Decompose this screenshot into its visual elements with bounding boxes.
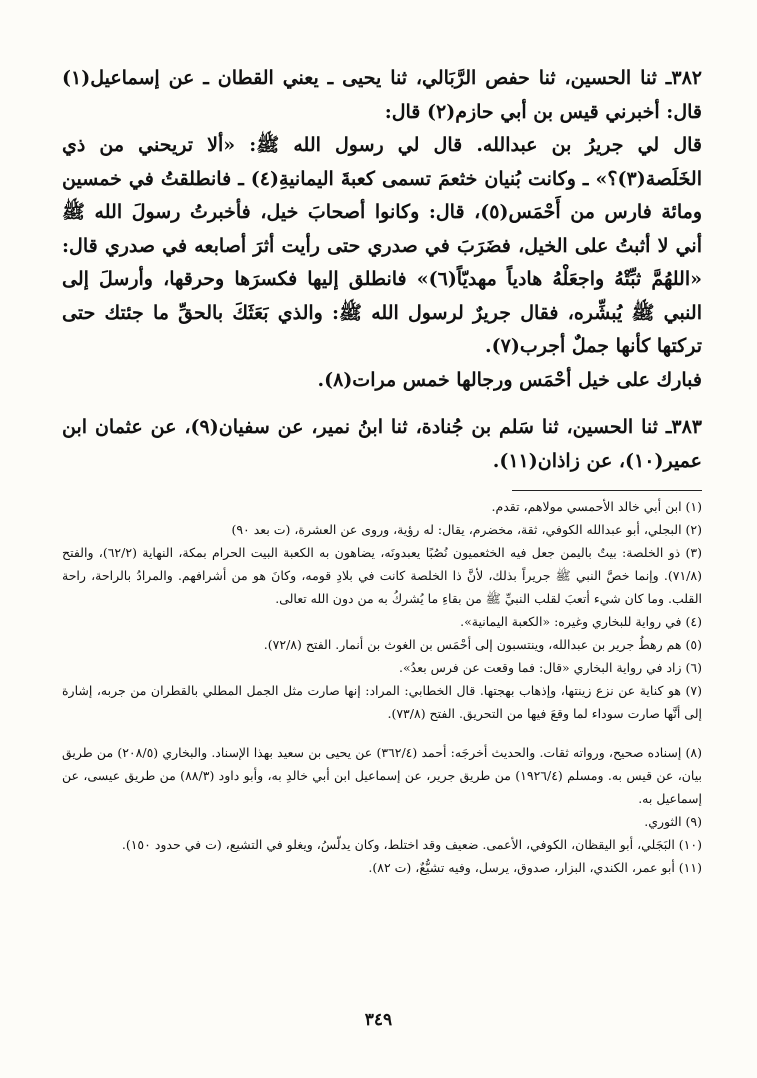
footnotes — [62, 495, 702, 879]
hadith-382-isnad: ٣٨٢ـ ثنا الحسين، ثنا حفص الرَّبَالي، ثنا يحيى ـ يعني القطان ـ عن إسماعيل(١) قال: أخبرني قيس بن أبي حازم(٢) قال: — [62, 67, 702, 123]
book-page — [62, 60, 702, 1050]
footnote-7: (٧) هو كناية عن نزع زينتها، وإذهاب بهجتها. قال الخطابي: المراد: إنها صارت مثل الجمل المطلي بالقطران من جربه، إشارة إلى أنَّها صارت سوداء لما وقعَ فيها من التحريق. الفتح (٧٣/٨). — [62, 683, 702, 721]
footnote-2: (٢) البجلي، أبو عبدالله الكوفي، ثقة، مخضرم، يقال: له رؤية، وروى عن العشرة، (ت بعد ٩٠) — [231, 522, 702, 537]
footnote-1: (١) ابن أبي خالد الأحمسي مولاهم، تقدم. — [491, 499, 702, 514]
footnote-5: (٥) هم رهطُ جرير بن عبدالله، وينتسبون إلى أحْمَس بن الغوث بن أنمار. الفتح (٧٢/٨). — [263, 637, 702, 652]
main-text — [62, 62, 702, 478]
footnote-9: (٩) الثوري. — [644, 814, 702, 829]
footnote-separator — [512, 490, 702, 491]
footnote-6: (٦) زاد في رواية البخاري «قال: فما وقعت عن فرس بعدُ». — [398, 660, 702, 675]
footnote-10: (١٠) البَجَلي، أبو اليقظان، الكوفي، الأعمى. ضعيف وقد اختلط، وكان يدلّسُ، ويغلو في التشيع، (ت في حدود ١٥٠). — [121, 837, 702, 852]
footnote-8: (٨) إسناده صحيح، ورواته ثقات. والحديث أخرجَه: أحمد (٣٦٢/٤) عن يحيى بن سعيد بهذا الإسناد. والبخاري (٢٠٨/٥) من طريق بيان، عن قيس به. ومسلم (١٩٢٦/٤) من طريق جرير، عن إسماعيل ابن أبي خالدِ به، وأبو داود (٨٨/٣) من طريق عيسى، عن إسماعيل به. — [62, 745, 702, 806]
footnote-3: (٣) ذو الخلصة: بيتٌ باليمن جعل فيه الخثعميون نُصُبًا يعبدونَه، يضاهون به الكعبة البيت الحرام بمكة، النهاية (٦٢/٢)، والفتح (٧١/٨). وإنما خصَّ النبي ﷺ جريراً بذلك، لأنَّ ذا الخلصة كانت في بلادِ قومه، وكانَ هو من أشرافهم. والمرادُ بالراحة، راحة القلب. وما كان شيء أتعبَ لقلب النبيِّ ﷺ من بقاءِ ما يُشركُ به من دون الله تعالى. — [62, 545, 702, 606]
footnote-4: (٤) في رواية للبخاري وغيره: «الكعبة اليمانية». — [460, 614, 702, 629]
page-number: ٣٤٩ — [364, 1010, 393, 1030]
hadith-382-matn: قال لي جريرُ بن عبدالله. قال لي رسول الله ﷺ: «ألا تريحني من ذي الخَلَصة(٣)؟» ـ وكانت بُنيان خثعمَ تسمى كعبةَ اليمانيةِ(٤) ـ فانطلقتُ في خمسين ومائة فارس من أَحْمَس(٥)، قال: وكانوا أصحابَ خيل، فأخبرتُ رسولَ الله ﷺ أني لا أثبتُ على الخيل، فضَرَبَ في صدري حتى رأيت أثرَ أصابعه في صدري قال: «اللهُمَّ ثبِّتْهُ واجعَلْهُ هادياً مهديّاً(٦)» فانطلق إليها فكسرَها وحرقها، وأرسلَ إلى النبي ﷺ يُبشِّره، فقال جريرٌ لرسول الله ﷺ: والذي بَعَثَكَ بالحقِّ ما جئتك حتى تركتها كأنها جملٌ أجرب(٧). — [62, 134, 702, 357]
hadith-383-isnad: ٣٨٣ـ ثنا الحسين، ثنا سَلم بن جُنادة، ثنا ابنُ نمير، عن سفيان(٩)، عن عثمان ابن عمير(١٠)، عن زاذان(١١). — [62, 416, 703, 472]
hadith-382-ending: فبارك على خيل أحْمَس ورجالها خمس مرات(٨). — [317, 368, 702, 391]
footnote-11: (١١) أبو عمر، الكندي، البزار، صدوق، يرسل، وفيه تشيُّعٌ، (ت ٨٢). — [368, 860, 702, 875]
